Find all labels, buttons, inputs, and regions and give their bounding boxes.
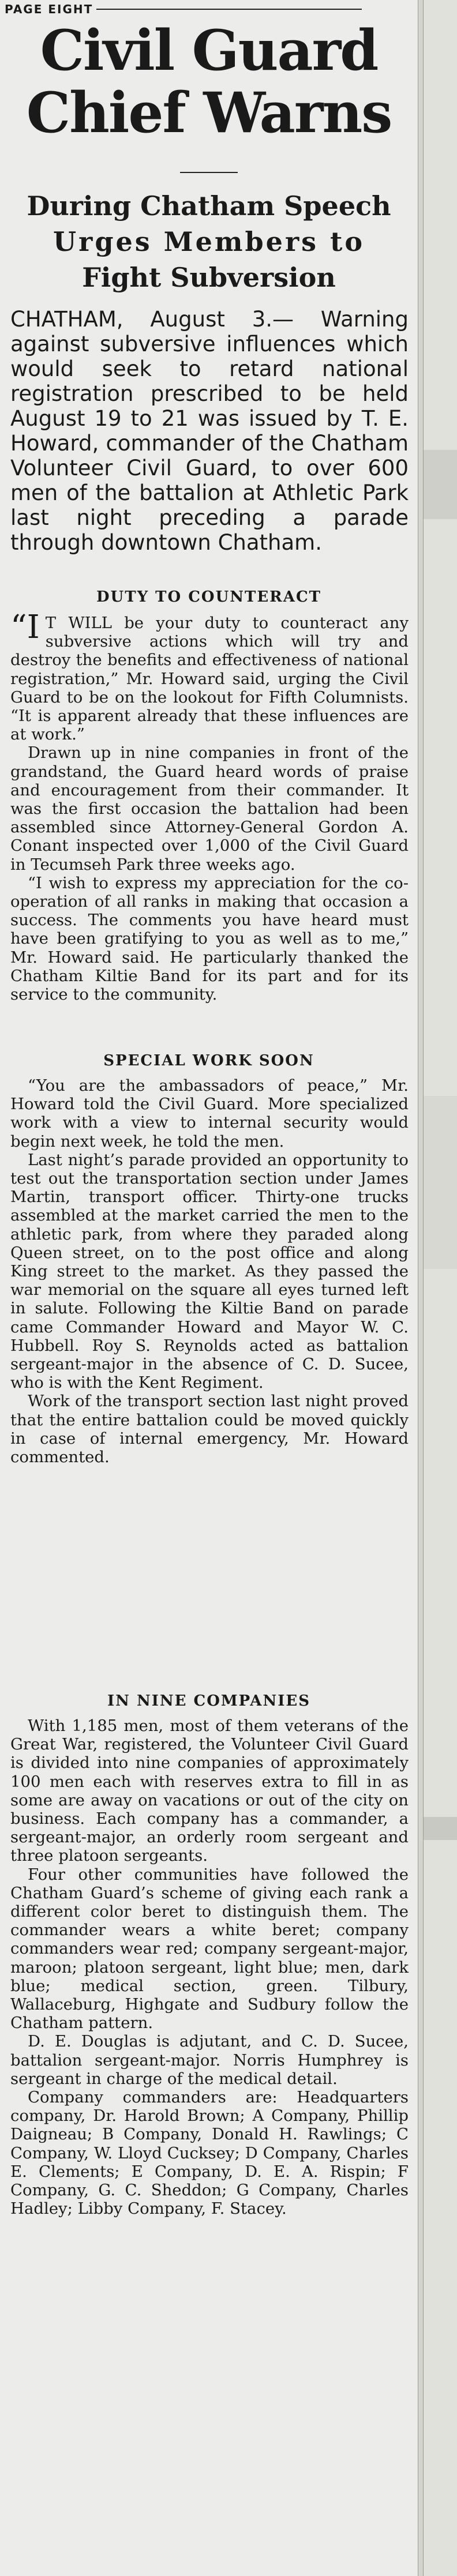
section-body-duty [10, 609, 409, 1004]
headline-line-2: Chief Warns [26, 80, 392, 145]
subheadline-line-3: Fight Subversion [82, 262, 336, 293]
article-paragraph: “I wish to express my appreciation for the co-operation of all ranks in making that occasion a success. The comments you have heard must have been gratifying to you as well as to me,” Mr. Howard said. He particularly thanked the Chatham Kiltie Band for its part and for its service to the community. [10, 873, 409, 1004]
adjacent-column-fragment [424, 0, 457, 2576]
paragraph-text: T WILL be your duty to counteract any subversive actions which will try and destroy the benefits and effectiveness of national registration,” Mr. Howard said, urging the Civil Guard to be on the lookout for Fifth Columnists. “It is apparent already that these influences are at work.” [10, 614, 409, 744]
headline-divider [180, 172, 238, 173]
article-paragraph: “You are the ambassadors of peace,” Mr. Howard told the Civil Guard. More specialized work with a view to internal security would begin next week, he told the men. [10, 1076, 409, 1151]
lead-paragraph: CHATHAM, August 3.— Warning against subversive influences which would seek to retard national registration prescribed to be held August 19 to 21 was issued by T. E. Howard, commander of the Chatham Volunteer Civil Guard, to over 600 men of the battalion at Athletic Park last night preceding a parade through downtown Chatham. [10, 307, 409, 555]
article-paragraph: Company commanders are: Headquarters company, Dr. Harold Brown; A Company, Phillip Daigneau; B Company, Donald H. Rawlings; C Company, W. Lloyd Cucksey; D Company, Charles E. Clements; E Company, D. E. A. Rispin; F Company, G. C. Sheddon; G Company, Charles Hadley; Libby Company, F. Stacey. [10, 2088, 409, 2218]
article-paragraph: Last night’s parade provided an opportunity to test out the transportation section under James Martin, transport officer. Thirty-one trucks assembled at the market carried the men to the athletic park, from where they paraded along Queen street, on to the post office and along King street to the market. As they passed the war memorial on the square all eyes turned left in salute. Following the Kiltie Band on parade came Commander Howard and Mayor W. C. Hubbell. Roy S. Reynolds acted as battalion sergeant-major in the absence of C. D. Sucee, who is with the Kent Regiment. [10, 1150, 409, 1392]
article-paragraph: Work of the transport section last night proved that the entire battalion could be moved quickly in case of internal emergency, Mr. Howard commented. [10, 1392, 409, 1467]
article-paragraph: D. E. Douglas is adjutant, and C. D. Sucee, battalion sergeant-major. Norris Humphrey is sergeant in charge of the medical detail. [10, 2032, 409, 2088]
article-paragraph: Drawn up in nine companies in front of the grandstand, the Guard heard words of praise and encouragement from their commander. It was the first occasion the battalion had been assembled since Attorney-General Gordon A. Conant inspected over 1,000 of the Civil Guard in Tecumseh Park three weeks ago. [10, 743, 409, 874]
adjacent-ad-fragment [424, 1096, 457, 1269]
page-label-rule [96, 9, 362, 10]
headline-line-1: Civil Guard [40, 18, 378, 83]
adjacent-photo-fragment [424, 450, 457, 519]
section-heading-duty: DUTY TO COUNTERACT [96, 588, 321, 606]
section-heading-special-work: SPECIAL WORK SOON [103, 1052, 314, 1069]
drop-cap: “I [10, 609, 40, 646]
article-paragraph [10, 609, 409, 744]
section-heading-nine-companies: IN NINE COMPANIES [107, 1692, 311, 1710]
page-label-text: PAGE EIGHT [5, 2, 93, 16]
article-paragraph: With 1,185 men, most of them veterans of the Great War, registered, the Volunteer Civil Guard is divided into nine companies of approximately 100 men each with reserves extra to fill in as some are away on vacations or out of the city on business. Each company has a commander, a sergeant-major, an orderly room sergeant and three platoon sergeants. [10, 1717, 409, 1865]
adjacent-rule-fragment [424, 1817, 457, 1840]
article-paragraph: Four other communities have followed the Chatham Guard’s scheme of giving each rank a different color beret to distinguish them. The commander wears a white beret; company commanders wear red; company sergeant-major, maroon; platoon sergeant, light blue; men, dark blue; medical section, green. Tilbury, Wallaceburg, Highgate and Sudbury follow the Chatham pattern. [10, 1865, 409, 2033]
subheadline-line-2: Urges Members to [53, 226, 365, 257]
section-body-special-work [10, 1076, 409, 1466]
subheadline-line-1: During Chatham Speech [27, 190, 391, 221]
page-number-label [5, 2, 362, 16]
column-gutter [418, 0, 424, 2576]
section-body-nine-companies [10, 1717, 409, 2218]
